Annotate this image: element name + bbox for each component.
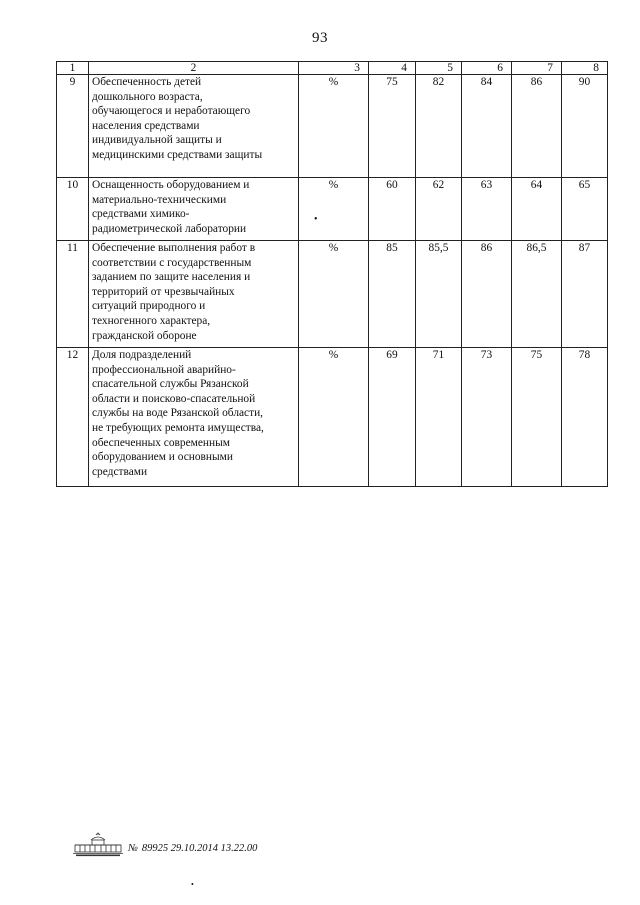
row-value: 62	[416, 178, 462, 241]
description-line: обеспеченных современным	[92, 436, 230, 449]
description-line: материально-техническими	[92, 193, 227, 206]
row-value: 60	[369, 178, 416, 241]
header-cell: 6	[462, 62, 512, 75]
table-row	[57, 75, 608, 178]
description-line: службы на воде Рязанской области,	[92, 407, 264, 420]
row-value: 90	[562, 75, 608, 178]
description-line: заданием по защите населения и	[92, 271, 251, 284]
description-line: средствами	[92, 465, 148, 478]
row-value: 86,5	[512, 241, 562, 348]
description-line: ситуаций природного и	[92, 300, 206, 313]
row-unit: %	[299, 348, 369, 487]
description-line: Доля подразделений	[92, 349, 192, 361]
table-row	[57, 241, 608, 348]
description-line: обучающегося и неработающего	[92, 105, 251, 118]
description-line: Обеспеченность детей	[92, 76, 202, 88]
number-sign: №	[128, 843, 138, 854]
doc-time: 13.22.00	[220, 843, 258, 854]
row-value: 85	[369, 241, 416, 348]
row-value: 86	[512, 75, 562, 178]
description-line: радиометрической лаборатории	[92, 222, 247, 235]
description-line: Оснащенность оборудованием и	[92, 179, 250, 191]
row-value: 86	[462, 241, 512, 348]
description-line: не требующих ремонта имущества,	[92, 421, 264, 434]
description-line: индивидуальной защиты и	[92, 134, 222, 147]
row-number: 12	[57, 348, 89, 487]
table-row	[57, 348, 608, 487]
row-description	[89, 348, 299, 487]
row-value: 85,5	[416, 241, 462, 348]
table-row	[57, 178, 608, 241]
description-line: Обеспечение выполнения работ в	[92, 242, 256, 254]
header-cell: 8	[562, 62, 608, 75]
header-cell: 7	[512, 62, 562, 75]
row-unit: %	[299, 178, 369, 241]
header-cell: 3	[299, 62, 369, 75]
row-description	[89, 178, 299, 241]
header-cell: 5	[416, 62, 462, 75]
row-value: 84	[462, 75, 512, 178]
row-value: 65	[562, 178, 608, 241]
row-value: 69	[369, 348, 416, 487]
description-line: территорий от чрезвычайных	[92, 285, 235, 298]
header-cell: 1	[57, 62, 89, 75]
row-value: 78	[562, 348, 608, 487]
doc-number: 89925	[141, 843, 169, 854]
row-number: 9	[57, 75, 89, 178]
row-unit: %	[299, 241, 369, 348]
description-line: дошкольного возраста,	[92, 90, 203, 103]
indicators-table	[56, 61, 608, 487]
scan-mark-icon: •	[191, 880, 194, 889]
row-value: 75	[369, 75, 416, 178]
description-line: соответствии с государственным	[92, 256, 252, 269]
building-seal-icon	[72, 832, 124, 858]
description-line: населения средствами	[92, 119, 200, 132]
scan-mark-icon: •	[314, 214, 318, 225]
description-line: медицинскими средствами защиты	[92, 148, 263, 161]
description-line: оборудованием и основными	[92, 451, 233, 464]
description-line: профессиональной аварийно-	[92, 363, 236, 376]
row-unit: %	[299, 75, 369, 178]
description-line: гражданской обороне	[92, 329, 197, 342]
description-line: спасательной службы Рязанской	[92, 378, 249, 391]
row-value: 73	[462, 348, 512, 487]
description-line: техногенного характера,	[92, 314, 211, 327]
row-value: 64	[512, 178, 562, 241]
row-description	[89, 75, 299, 178]
page-number: 93	[312, 30, 328, 46]
row-value: 75	[512, 348, 562, 487]
row-number: 10	[57, 178, 89, 241]
header-cell: 4	[369, 62, 416, 75]
document-stamp	[72, 832, 332, 862]
row-description	[89, 241, 299, 348]
row-value: 87	[562, 241, 608, 348]
row-value: 71	[416, 348, 462, 487]
header-cell: 2	[89, 62, 299, 75]
description-line: средствами химико-	[92, 208, 190, 221]
row-value: 63	[462, 178, 512, 241]
row-value: 82	[416, 75, 462, 178]
row-number: 11	[57, 241, 89, 348]
table-header-row	[57, 62, 608, 75]
description-line: области и поисково-спасательной	[92, 392, 256, 405]
doc-date: 29.10.2014	[170, 843, 219, 854]
stamp-text	[128, 843, 257, 854]
